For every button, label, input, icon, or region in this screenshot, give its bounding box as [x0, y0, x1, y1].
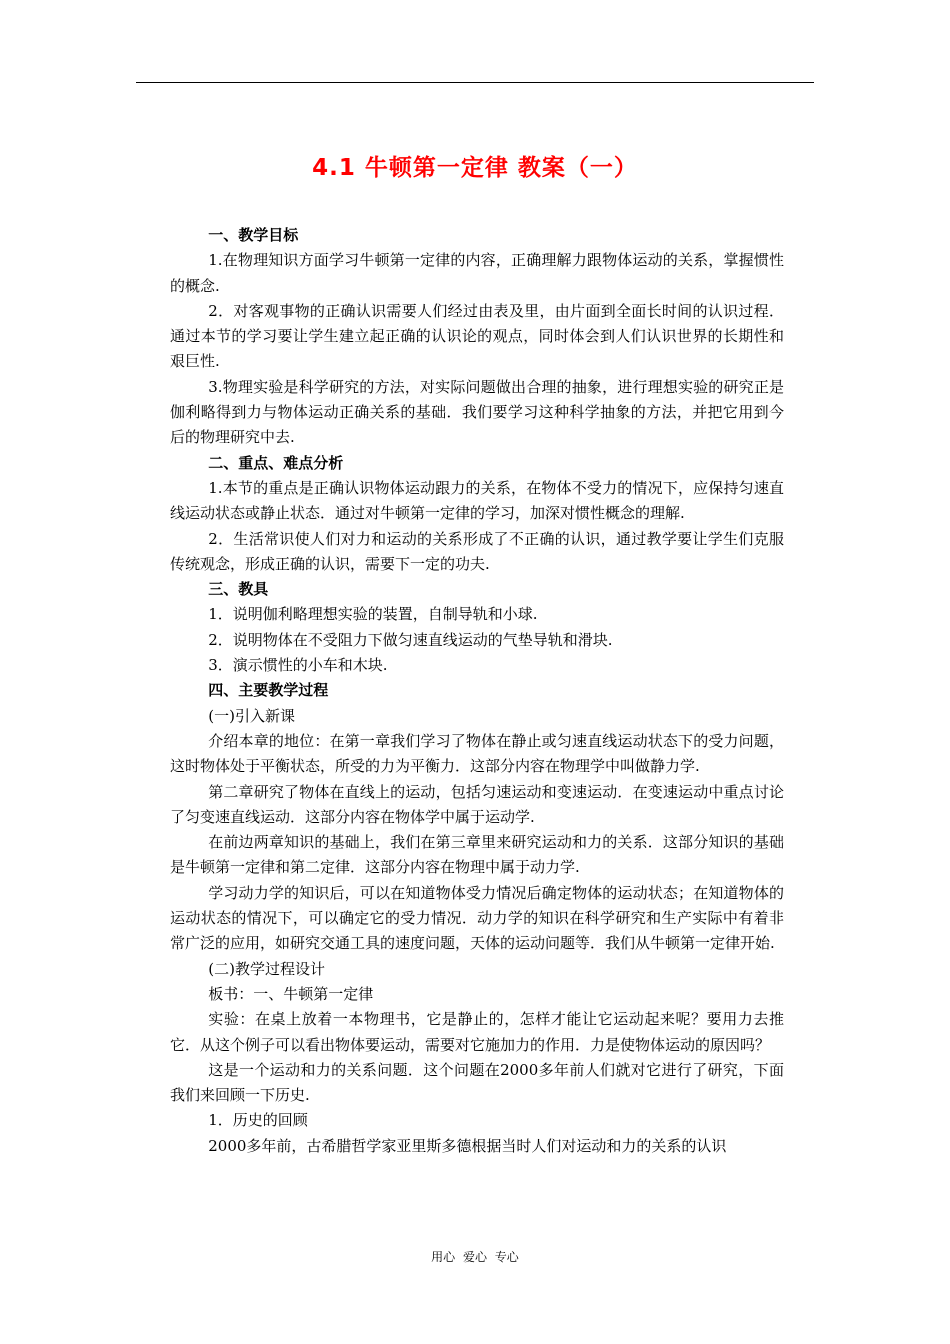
- body-paragraph: (一)引入新课: [208, 706, 295, 725]
- body-paragraph: 第二章研究了物体在直线上的运动，包括匀速运动和变速运动．在变速运动中重点讨论了匀变速直线运动．这部分内容在物体学中属于运动学.: [170, 782, 784, 826]
- section-heading: 二、重点、难点分析: [208, 453, 344, 472]
- body-paragraph: 在前边两章知识的基础上，我们在第三章里来研究运动和力的关系．这部分知识的基础是牛顿第一定律和第二定律．这部分内容在物理中属于动力学.: [170, 833, 784, 877]
- body-paragraph: (二)教学过程设计: [208, 959, 325, 978]
- page-title: 4.1 牛顿第一定律 教案（一）: [312, 155, 638, 181]
- body-paragraph: 2．生活常识使人们对力和运动的关系形成了不正确的认识，通过教学要让学生们克服传统观念，形成正确的认识，需要下一定的功夫.: [170, 529, 784, 573]
- section-heading: 四、主要教学过程: [208, 681, 329, 700]
- body-paragraph: 这是一个运动和力的关系问题．这个问题在2000多年前人们就对它进行了研究，下面我们来回顾一下历史.: [170, 1060, 784, 1105]
- body-paragraph: 1．说明伽利略理想实验的装置，自制导轨和小球.: [208, 605, 538, 624]
- body-paragraph: 板书：一、牛顿第一定律: [208, 984, 374, 1003]
- body-paragraph: 2000多年前，古希腊哲学家亚里斯多德根据当时人们对运动和力的关系的认识: [208, 1136, 727, 1155]
- body-paragraph: 1.本节的重点是正确认识物体运动跟力的关系，在物体不受力的情况下，应保持匀速直线运动状态或静止状态．通过对牛顿第一定律的学习，加深对惯性概念的理解.: [170, 478, 784, 523]
- body-paragraph: 2．对客观事物的正确认识需要人们经过由表及里，由片面到全面长时间的认识过程．通过本节的学习要让学生建立起正确的认识论的观点，同时体会到人们认识世界的长期性和艰巨性.: [170, 301, 784, 371]
- page-footer: 用心 爱心 专心: [431, 1250, 519, 1264]
- body-paragraph: 介绍本章的地位：在第一章我们学习了物体在静止或匀速直线运动状态下的受力问题，这时物体处于平衡状态，所受的力为平衡力．这部分内容在物理学中叫做静力学.: [170, 731, 784, 776]
- section-heading: 三、教具: [208, 580, 269, 599]
- body-paragraph: 学习动力学的知识后，可以在知道物体受力情况后确定物体的运动状态；在知道物体的运动状态的情况下，可以确定它的受力情况．动力学的知识在科学研究和生产实际中有着非常广泛的应用，如研究交通工具的速度问题，天体的运动问题等．我们从牛顿第一定律开始.: [170, 883, 784, 953]
- body-paragraph: 3.物理实验是科学研究的方法，对实际问题做出合理的抽象，进行理想实验的研究正是伽利略得到力与物体运动正确关系的基础．我们要学习这种科学抽象的方法，并把它用到今后的物理研究中去.: [170, 377, 784, 447]
- section-heading: 一、教学目标: [208, 226, 299, 244]
- document-body: [170, 223, 784, 1159]
- body-paragraph: 1．历史的回顾: [208, 1111, 308, 1130]
- body-paragraph: 实验：在桌上放着一本物理书，它是静止的，怎样才能让它运动起来呢？要用力去推它．从这个例子可以看出物体要运动，需要对它施加力的作用．力是使物体运动的原因吗？: [170, 1010, 784, 1054]
- header-rule: [136, 82, 814, 83]
- body-paragraph: 3．演示惯性的小车和木块.: [208, 656, 388, 675]
- body-paragraph: 1.在物理知识方面学习牛顿第一定律的内容，正确理解力跟物体运动的关系，掌握惯性的概念.: [170, 251, 784, 295]
- body-paragraph: 2．说明物体在不受阻力下做匀速直线运动的气垫导轨和滑块.: [208, 630, 613, 649]
